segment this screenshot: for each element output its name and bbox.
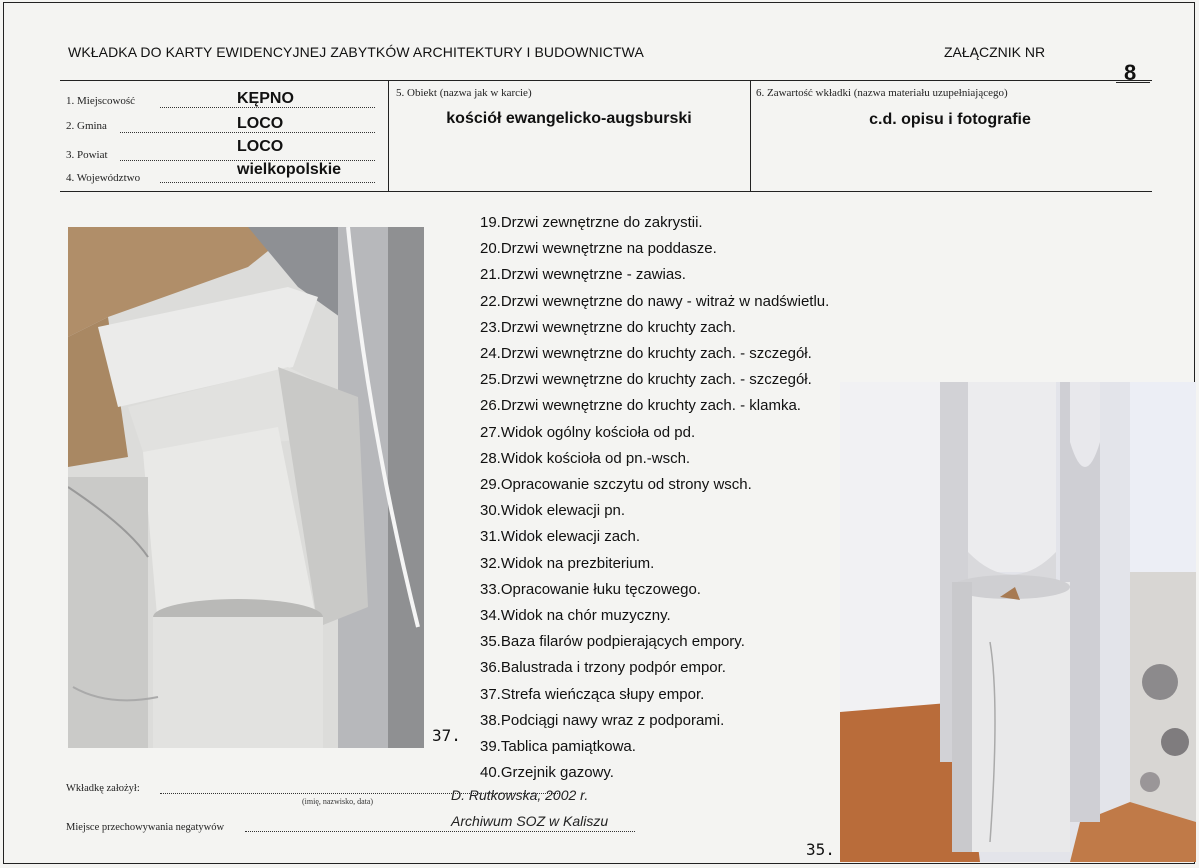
list-item: 37.Strefa wieńcząca słupy empor. xyxy=(480,685,705,703)
field-label-gmina: 2. Gmina xyxy=(66,120,107,132)
attachment-number: 8 xyxy=(1124,60,1137,85)
field-label-powiat: 3. Powiat xyxy=(66,149,108,161)
photo-number-left: 37. xyxy=(432,726,461,745)
list-item: 40.Grzejnik gazowy. xyxy=(480,764,614,782)
author-value: D. Rutkowska, 2002 r. xyxy=(451,787,589,803)
divider xyxy=(388,80,389,192)
list-item: 23.Drzwi wewnętrzne do kruchty zach. xyxy=(480,318,736,336)
storage-value: Archiwum SOZ w Kaliszu xyxy=(451,813,609,829)
contents-value: c.d. opisu i fotografie xyxy=(869,111,1031,128)
author-hint: (imię, nazwisko, data) xyxy=(302,797,374,806)
field-label-miejscowosc: 1. Miejscowość xyxy=(66,95,136,107)
list-item: 21.Drzwi wewnętrzne - zawias. xyxy=(480,266,686,284)
photo-list xyxy=(480,210,880,786)
storage-label: Miejsce przechowywania negatywów xyxy=(66,822,225,833)
list-item: 29.Opracowanie szczytu od strony wsch. xyxy=(480,476,752,494)
field-value-wojewodztwo: wielkopolskie xyxy=(237,161,342,178)
list-item: 19.Drzwi zewnętrzne do zakrystii. xyxy=(480,214,703,231)
photo-column-capital xyxy=(68,227,424,748)
dotted-line xyxy=(160,182,375,183)
field-label-wojewodztwo: 4. Województwo xyxy=(66,172,141,184)
list-item: 27.Widok ogólny kościoła od pd. xyxy=(480,423,696,441)
list-item: 25.Drzwi wewnętrzne do kruchty zach. - szczegół. xyxy=(480,371,812,389)
list-item: 22.Drzwi wewnętrzne do nawy - witraż w nadświetlu. xyxy=(480,292,830,310)
list-item: 38.Podciągi nawy wraz z podporami. xyxy=(480,711,725,729)
author-label: Wkładkę założył: xyxy=(66,783,140,794)
contents-label: 6. Zawartość wkładki (nazwa materiału uzupełniającego) xyxy=(756,87,1008,99)
photo-column-base xyxy=(840,382,1196,862)
form-title: WKŁADKA DO KARTY EWIDENCYJNEJ ZABYTKÓW ARCHITEKTURY I BUDOWNICTWA xyxy=(68,44,644,60)
list-item: 20.Drzwi wewnętrzne na poddasze. xyxy=(480,240,717,258)
list-item: 39.Tablica pamiątkowa. xyxy=(480,738,636,756)
list-item: 28.Widok kościoła od pn.-wsch. xyxy=(480,449,691,467)
list-item: 24.Drzwi wewnętrzne do kruchty zach. - szczegół. xyxy=(480,345,812,363)
photo-number-right: 35. xyxy=(806,840,835,859)
field-value-miejscowosc: KĘPNO xyxy=(237,90,294,107)
list-item: 31.Widok elewacji zach. xyxy=(480,528,641,546)
divider xyxy=(750,80,751,192)
dotted-line xyxy=(245,831,635,832)
object-value: kościół ewangelicko-augsburski xyxy=(446,110,692,127)
list-item: 36.Balustrada i trzony podpór empor. xyxy=(480,659,726,677)
attachment-label: ZAŁĄCZNIK NR xyxy=(944,44,1046,60)
list-item: 33.Opracowanie łuku tęczowego. xyxy=(480,580,701,598)
list-item: 34.Widok na chór muzyczny. xyxy=(480,607,671,625)
object-label: 5. Obiekt (nazwa jak w karcie) xyxy=(396,87,532,99)
field-value-powiat: LOCO xyxy=(237,138,284,155)
field-value-gmina: LOCO xyxy=(237,115,284,132)
list-item: 26.Drzwi wewnętrzne do kruchty zach. - klamka. xyxy=(480,397,801,415)
list-item: 32.Widok na prezbiterium. xyxy=(480,554,655,572)
list-item: 30.Widok elewacji pn. xyxy=(480,502,626,520)
list-item: 35.Baza filarów podpierających empory. xyxy=(480,633,745,651)
